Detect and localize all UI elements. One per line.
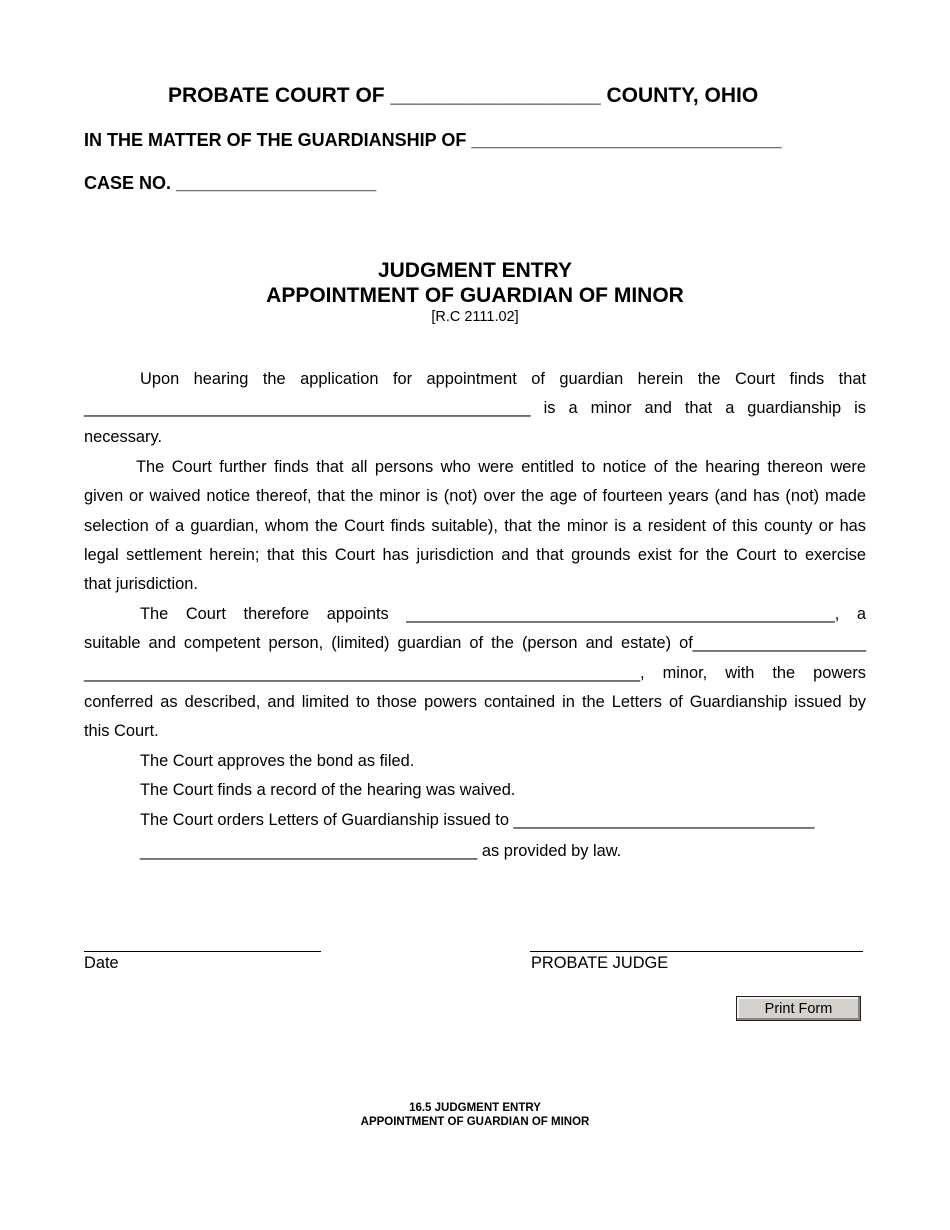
guardianship-matter-line: IN THE MATTER OF THE GUARDIANSHIP OF _______________________________ [84,130,782,150]
statute-reference: [R.C 2111.02] [431,309,519,325]
paragraph-3-line-2: suitable and competent person, (limited) guardian of the (person and estate) of___________________ [84,634,866,652]
print-form-button[interactable]: Print Form [736,996,861,1021]
judge-signature-line [530,951,863,952]
paragraph-3-line-5: this Court. [84,722,159,740]
paragraph-3-line-4: conferred as described, and limited to those powers contained in the Letters of Guardianship issued by [84,693,866,711]
paragraph-2-line-2: given or waived notice thereof, that the minor is (not) over the age of fourteen years (and has (not) made [84,487,866,505]
document-subtitle: APPOINTMENT OF GUARDIAN OF MINOR [266,284,684,307]
probate-judge-label: PROBATE JUDGE [531,954,669,972]
letters-order-line-1: The Court orders Letters of Guardianship issued to _________________________________ [140,811,815,829]
hearing-waived-line: The Court finds a record of the hearing was waived. [140,781,516,799]
paragraph-1-line-2: _________________________________________________ is a minor and that a guardianship is [84,399,866,417]
bond-approval-line: The Court approves the bond as filed. [140,752,415,770]
document-title: JUDGMENT ENTRY [377,259,573,282]
paragraph-2-line-4: legal settlement herein; that this Court has jurisdiction and that grounds exist for the Court to exercise [84,546,866,564]
paragraph-3-line-1: The Court therefore appoints _______________________________________________, a [140,605,866,623]
paragraph-1-line-1: Upon hearing the application for appointment of guardian herein the Court finds that [140,370,866,388]
paragraph-1-line-3: necessary. [84,428,163,446]
paragraph-2-line-3: selection of a guardian, whom the Court finds suitable), that the minor is a resident of this county or has [84,517,866,535]
footer-form-title: APPOINTMENT OF GUARDIAN OF MINOR [360,1116,590,1128]
date-signature-line [84,951,321,952]
case-number-line: CASE NO. ____________________ [84,173,377,193]
paragraph-2-line-5: that jurisdiction. [84,575,198,593]
paragraph-3-line-3: _____________________________________________________________, minor, with the powers [84,664,866,682]
paragraph-2-line-1: The Court further finds that all persons who were entitled to notice of the hearing thereon were [136,458,866,476]
letters-order-line-2: _____________________________________ as provided by law. [140,842,622,860]
date-label: Date [84,954,119,972]
footer-form-number: 16.5 JUDGMENT ENTRY [409,1102,541,1114]
court-heading: PROBATE COURT OF __________________ COUNTY, OHIO [168,84,759,107]
